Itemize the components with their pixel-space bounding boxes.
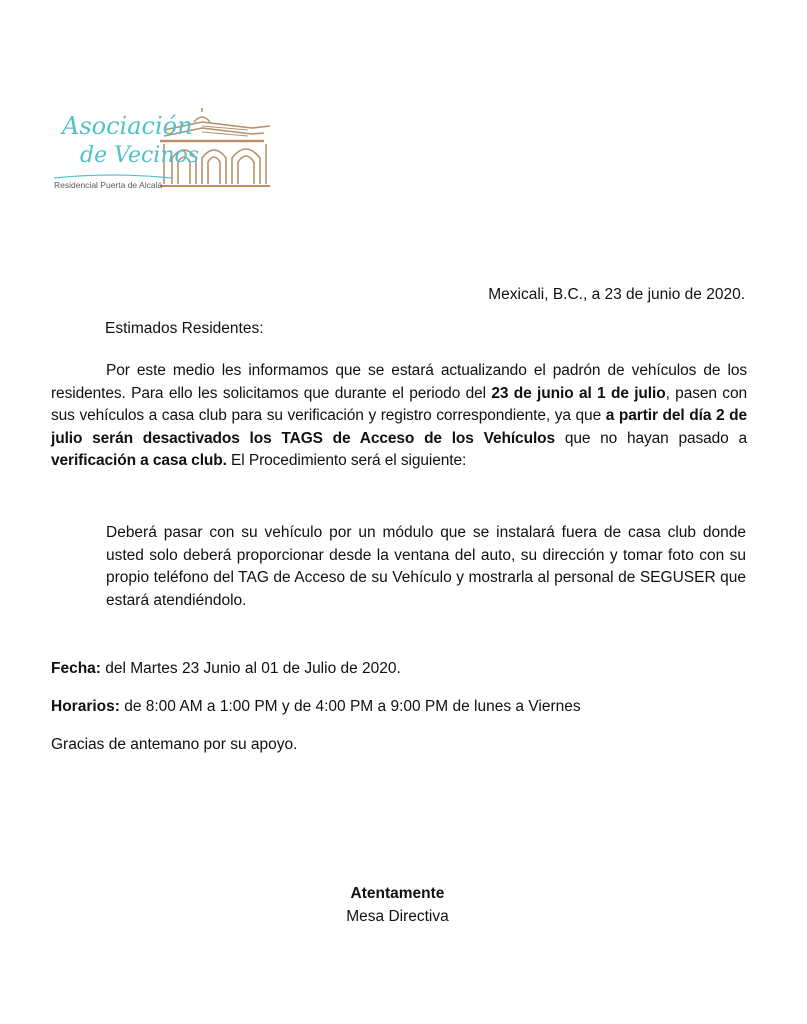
body-text-2: , pasen con sus vehículos a casa club para su verificación y registro correspondiente, ya que [51, 384, 747, 424]
svg-text:Asociación: Asociación [62, 112, 193, 140]
body-bold-verification: verificación a casa club. [51, 452, 227, 469]
body-text-4: El Procedimiento será el siguiente: [226, 452, 467, 469]
horarios-line [51, 696, 581, 719]
body-paragraph [51, 360, 747, 473]
closing: Atentamente [350, 885, 445, 902]
procedure-paragraph: Deberá pasar con su vehículo por un módulo que se instalará fuera de casa club donde usted solo deberá proporcionar desde la ventana del auto, su dirección y tomar foto con su propio teléfono del TAG de Acceso de su Vehículo y mostrarla al personal de SEGUSER que estará atendiéndolo. [106, 524, 746, 609]
letter-date: Mexicali, B.C., a 23 de junio de 2020. [488, 286, 745, 303]
body-text-1: Por este medio les informamos que se estará actualizando el padrón de vehículos de los residentes. Para ello les solicitamos que durante el periodo del [51, 362, 747, 402]
thanks-line: Gracias de antemano por su apoyo. [51, 736, 298, 753]
horarios-label: Horarios: [51, 698, 120, 715]
fecha-value: del Martes 23 Junio al 01 de Julio de 2020. [100, 660, 401, 677]
fecha-label: Fecha: [51, 660, 101, 677]
svg-text:de Vecinos: de Vecinos [80, 143, 200, 168]
svg-text:Residencial Puerta de Alcalá: Residencial Puerta de Alcalá [54, 180, 163, 190]
body-bold-deactivation: a partir del día 2 de julio serán desactivados los TAGS de Acceso de los Vehículos [51, 407, 747, 447]
horarios-value: de 8:00 AM a 1:00 PM y de 4:00 PM a 9:00 PM de lunes a Viernes [119, 698, 581, 715]
signature-block [0, 883, 795, 928]
signatory: Mesa Directiva [346, 907, 449, 925]
body-bold-period: 23 de junio al 1 de julio [491, 384, 666, 402]
body-text-3: que no hayan pasado a [555, 429, 747, 447]
fecha-line [51, 658, 401, 681]
association-logo [52, 108, 274, 198]
salutation: Estimados Residentes: [105, 320, 264, 337]
